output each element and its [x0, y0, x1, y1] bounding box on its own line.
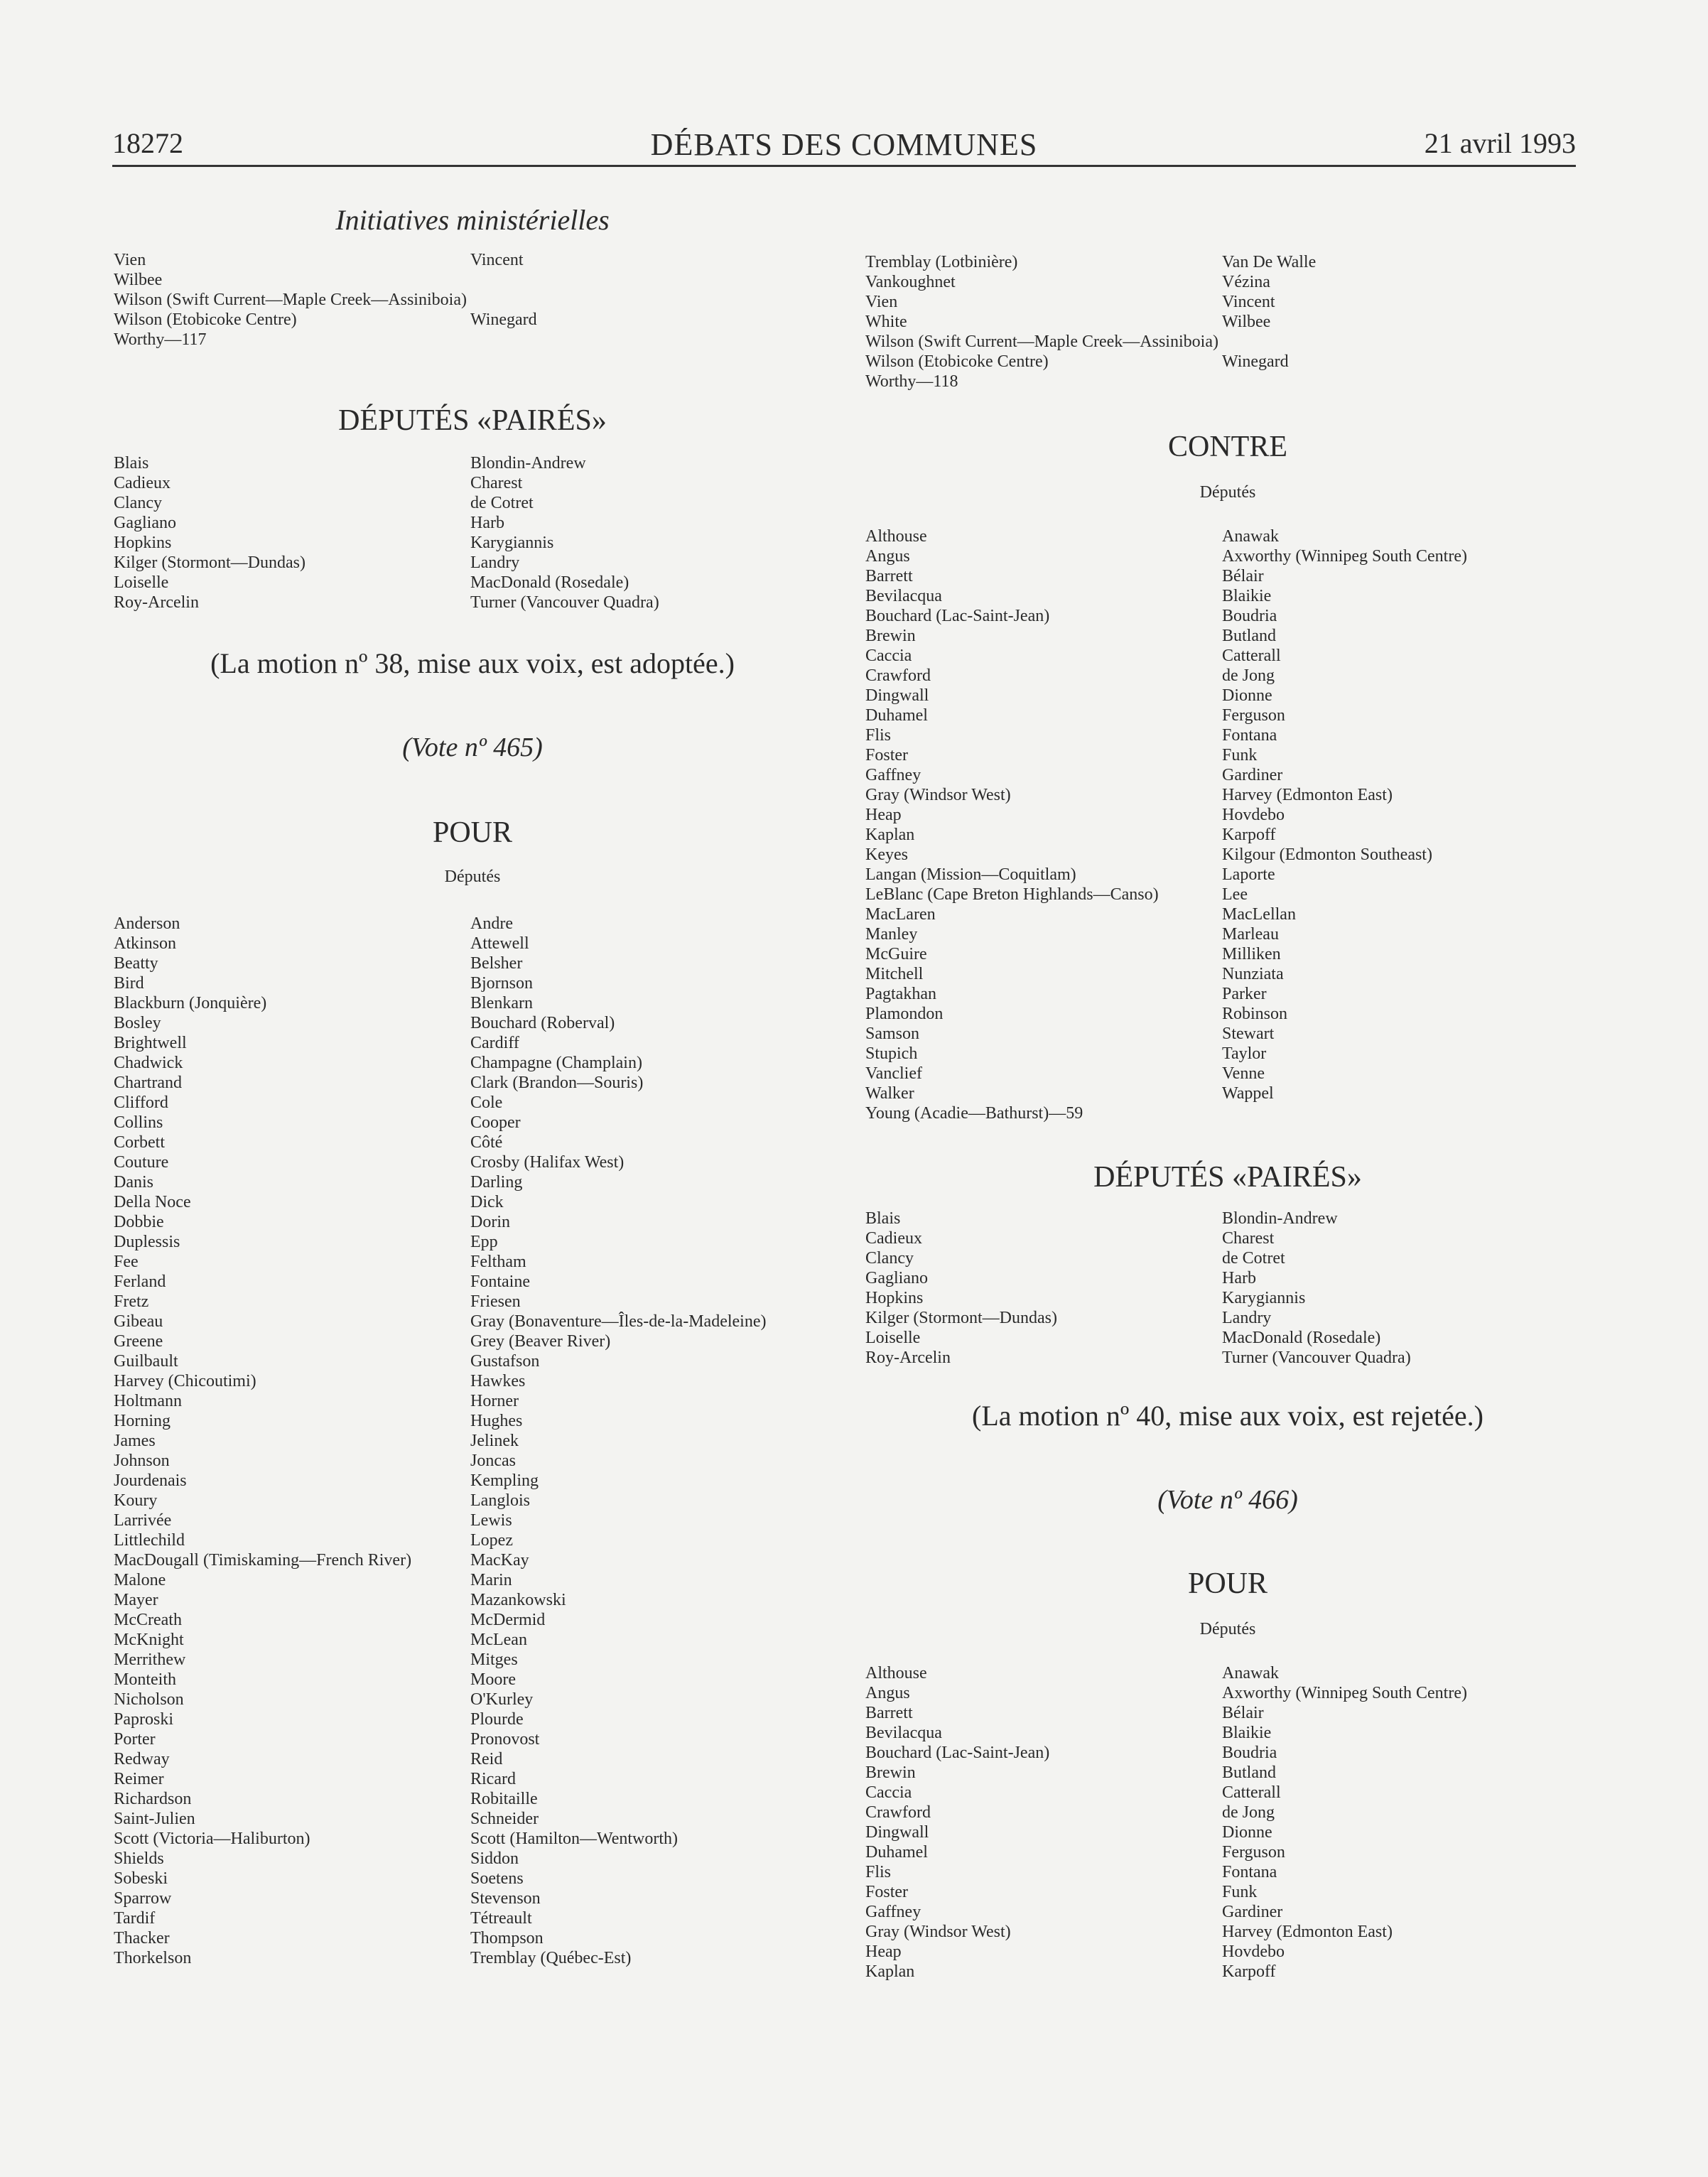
- member-name: Jelinek: [470, 1432, 519, 1450]
- member-name: Winegard: [1222, 352, 1289, 371]
- member-name: Blais: [865, 1209, 901, 1228]
- member-name: Cooper: [470, 1113, 521, 1132]
- vote-number: (Vote nº 465): [402, 733, 543, 762]
- member-name: [470, 290, 831, 310]
- member-name: Gray (Bonaventure—Îles-de-la-Madeleine): [470, 1312, 767, 1331]
- member-name: Keyes: [865, 846, 908, 864]
- member-name: Heap: [865, 1943, 902, 1961]
- member-name: Kaplan: [865, 1962, 915, 1981]
- member-name: Worthy—117: [114, 330, 207, 349]
- member-name: Feltham: [470, 1253, 526, 1271]
- member-name: Hopkins: [865, 1289, 924, 1307]
- member-name: Clark (Brandon—Souris): [470, 1074, 644, 1092]
- member-name: Epp: [470, 1233, 498, 1251]
- member-name: Crawford: [865, 1803, 931, 1822]
- member-name: Cole: [470, 1093, 503, 1112]
- member-name: Vincent: [470, 251, 524, 269]
- member-name: Anawak: [1222, 1664, 1279, 1682]
- member-name: Greene: [114, 1332, 163, 1351]
- member-name: Gustafson: [470, 1352, 540, 1371]
- member-name: Butland: [1222, 627, 1276, 645]
- member-name: Brewin: [865, 1763, 916, 1782]
- member-name: Barrett: [865, 567, 913, 585]
- member-name: Della Noce: [114, 1193, 191, 1211]
- member-name: [1222, 1103, 1590, 1123]
- member-name: Thorkelson: [114, 1949, 192, 1967]
- member-name: Paproski: [114, 1710, 173, 1729]
- member-name: Gaffney: [865, 1903, 921, 1921]
- member-name: Kilger (Stormont—Dundas): [114, 553, 306, 572]
- member-name: Blaikie: [1222, 1724, 1272, 1742]
- member-name: Sparrow: [114, 1889, 172, 1908]
- member-name: Harb: [470, 514, 504, 532]
- member-name: MacDougall (Timiskaming—French River): [114, 1551, 412, 1570]
- member-name: Grey (Beaver River): [470, 1332, 611, 1351]
- member-name: Gagliano: [865, 1269, 928, 1287]
- member-name: Dorin: [470, 1213, 510, 1231]
- member-name: Champagne (Champlain): [470, 1054, 642, 1072]
- member-name: Harvey (Edmonton East): [1222, 1923, 1393, 1941]
- member-name: Bevilacqua: [865, 1724, 942, 1742]
- member-name: Young (Acadie—Bathurst)—59: [865, 1104, 1083, 1123]
- member-name: Gagliano: [114, 514, 176, 532]
- member-name: Redway: [114, 1750, 170, 1768]
- member-name: Karygiannis: [470, 534, 554, 552]
- member-name: Gardiner: [1222, 1903, 1283, 1921]
- member-name: Mazankowski: [470, 1591, 566, 1609]
- member-name: MacDonald (Rosedale): [470, 573, 629, 592]
- member-name: Wilbee: [114, 271, 163, 289]
- member-name: Beatty: [114, 954, 158, 973]
- member-name: Fretz: [114, 1292, 149, 1311]
- member-name: Blondin-Andrew: [1222, 1209, 1338, 1228]
- name-list: [114, 453, 831, 612]
- member-name: Loiselle: [865, 1329, 921, 1347]
- member-name: Stewart: [1222, 1025, 1275, 1043]
- name-list: [114, 914, 831, 1968]
- member-name: Manley: [865, 925, 918, 944]
- member-name: Guilbault: [114, 1352, 178, 1371]
- member-name: Mayer: [114, 1591, 158, 1609]
- member-name: Attewell: [470, 934, 529, 953]
- member-name: Chadwick: [114, 1054, 183, 1072]
- member-name: Couture: [114, 1153, 169, 1172]
- member-name: Venne: [1222, 1064, 1265, 1083]
- member-name: Vankoughnet: [865, 273, 956, 291]
- member-name: Crosby (Halifax West): [470, 1153, 625, 1172]
- member-name: Vien: [865, 293, 898, 311]
- member-name: Tardif: [114, 1909, 156, 1928]
- member-name: Foster: [865, 746, 908, 765]
- member-name: MacDonald (Rosedale): [1222, 1329, 1381, 1347]
- header-date: 21 avril 1993: [1424, 127, 1576, 159]
- member-name: Reid: [470, 1750, 503, 1768]
- motion-result: (La motion nº 38, mise aux voix, est adoptée.): [210, 647, 735, 679]
- name-list: [865, 526, 1590, 1123]
- motion-result: (La motion nº 40, mise aux voix, est rejetée.): [972, 1400, 1483, 1432]
- member-name: Blenkarn: [470, 994, 533, 1012]
- member-name: Lewis: [470, 1511, 512, 1530]
- member-name: Angus: [865, 547, 910, 566]
- member-name: Landry: [1222, 1309, 1272, 1327]
- member-name: Belsher: [470, 954, 523, 973]
- member-name: Koury: [114, 1491, 158, 1510]
- member-name: Darling: [470, 1173, 523, 1192]
- member-name: Axworthy (Winnipeg South Centre): [1222, 1684, 1467, 1702]
- member-name: Bird: [114, 974, 144, 993]
- member-name: Dingwall: [865, 686, 929, 705]
- member-name: Harb: [1222, 1269, 1256, 1287]
- member-name: Worthy—118: [865, 372, 958, 391]
- member-name: Bouchard (Lac-Saint-Jean): [865, 1744, 1050, 1762]
- member-name: Saint-Julien: [114, 1810, 195, 1828]
- member-name: Vien: [114, 251, 146, 269]
- contre-heading: CONTRE: [1168, 431, 1287, 463]
- member-name: Angus: [865, 1684, 910, 1702]
- member-name: Bélair: [1222, 1704, 1264, 1722]
- member-name: Heap: [865, 806, 902, 824]
- member-name: Friesen: [470, 1292, 521, 1311]
- member-name: Gaffney: [865, 766, 921, 784]
- member-name: Lopez: [470, 1531, 513, 1550]
- member-name: Moore: [470, 1670, 516, 1689]
- member-name: Crawford: [865, 666, 931, 685]
- member-name: Loiselle: [114, 573, 169, 592]
- member-name: Harvey (Chicoutimi): [114, 1372, 256, 1390]
- member-name: Axworthy (Winnipeg South Centre): [1222, 547, 1467, 566]
- member-name: Fontana: [1222, 1863, 1277, 1881]
- member-name: Mitchell: [865, 965, 924, 983]
- member-name: LeBlanc (Cape Breton Highlands—Canso): [865, 885, 1159, 904]
- member-name: Karygiannis: [1222, 1289, 1306, 1307]
- member-name: Littlechild: [114, 1531, 185, 1550]
- member-name: Ferguson: [1222, 1843, 1285, 1862]
- member-name: Clifford: [114, 1093, 168, 1112]
- member-name: Langan (Mission—Coquitlam): [865, 865, 1076, 884]
- member-name: Cadieux: [114, 474, 171, 492]
- member-name: Caccia: [865, 647, 912, 665]
- member-name: Vincent: [1222, 293, 1275, 311]
- member-name: Andre: [470, 914, 513, 933]
- member-name: Blaikie: [1222, 587, 1272, 605]
- member-name: Fontaine: [470, 1273, 530, 1291]
- member-name: Bouchard (Lac-Saint-Jean): [865, 607, 1050, 625]
- member-name: Wilbee: [1222, 313, 1271, 331]
- member-name: Marleau: [1222, 925, 1279, 944]
- member-name: Caccia: [865, 1783, 912, 1802]
- member-name: Brewin: [865, 627, 916, 645]
- member-name: Fontana: [1222, 726, 1277, 745]
- member-name: Butland: [1222, 1763, 1276, 1782]
- member-name: Dionne: [1222, 1823, 1272, 1842]
- member-name: Roy-Arcelin: [865, 1349, 951, 1367]
- member-name: Wappel: [1222, 1084, 1274, 1103]
- member-name: Stupich: [865, 1044, 918, 1063]
- member-name: Lee: [1222, 885, 1248, 904]
- member-name: Blondin-Andrew: [470, 454, 586, 472]
- member-name: Dionne: [1222, 686, 1272, 705]
- member-name: Tétreault: [470, 1909, 532, 1928]
- member-name: Charest: [470, 474, 523, 492]
- member-name: Gibeau: [114, 1312, 163, 1331]
- member-name: Duplessis: [114, 1233, 180, 1251]
- section-kicker: Initiatives ministérielles: [335, 204, 610, 236]
- member-name: Catterall: [1222, 647, 1281, 665]
- member-name: Barrett: [865, 1704, 913, 1722]
- member-name: Scott (Victoria—Haliburton): [114, 1830, 310, 1848]
- member-name: Marin: [470, 1571, 512, 1589]
- deputes-label: Députés: [1199, 483, 1256, 502]
- member-name: Scott (Hamilton—Wentworth): [470, 1830, 679, 1848]
- member-name: Clancy: [865, 1249, 914, 1268]
- page-number: 18272: [112, 127, 183, 159]
- member-name: de Cotret: [470, 494, 534, 512]
- member-name: Bosley: [114, 1014, 161, 1032]
- member-name: O'Kurley: [470, 1690, 534, 1709]
- member-name: Plourde: [470, 1710, 524, 1729]
- right-column: [865, 252, 1590, 1982]
- member-name: Anderson: [114, 914, 180, 933]
- member-name: Roy-Arcelin: [114, 593, 199, 612]
- member-name: Blackburn (Jonquière): [114, 994, 267, 1012]
- member-name: Duhamel: [865, 1843, 928, 1862]
- member-name: Shields: [114, 1849, 164, 1868]
- member-name: Soetens: [470, 1869, 524, 1888]
- member-name: MacLaren: [865, 905, 936, 924]
- member-name: Althouse: [865, 1664, 927, 1682]
- member-name: Turner (Vancouver Quadra): [470, 593, 659, 612]
- member-name: MacKay: [470, 1551, 529, 1570]
- member-name: Thompson: [470, 1929, 544, 1948]
- member-name: Landry: [470, 553, 520, 572]
- member-name: Flis: [865, 726, 892, 745]
- member-name: Ferland: [114, 1273, 166, 1291]
- member-name: Taylor: [1222, 1044, 1267, 1063]
- member-name: Kilger (Stormont—Dundas): [865, 1309, 1057, 1327]
- member-name: [470, 270, 831, 290]
- member-name: de Jong: [1222, 666, 1275, 685]
- member-name: Côté: [470, 1133, 503, 1152]
- member-name: Richardson: [114, 1790, 192, 1808]
- member-name: Danis: [114, 1173, 153, 1192]
- member-name: Charest: [1222, 1229, 1275, 1248]
- member-name: McLean: [470, 1631, 527, 1649]
- member-name: Parker: [1222, 985, 1267, 1003]
- member-name: Corbett: [114, 1133, 165, 1152]
- member-name: Robitaille: [470, 1790, 538, 1808]
- member-name: [1222, 372, 1590, 391]
- deputes-label: Députés: [444, 868, 501, 886]
- member-name: Pagtakhan: [865, 985, 936, 1003]
- member-name: Nicholson: [114, 1690, 184, 1709]
- member-name: Dick: [470, 1193, 504, 1211]
- paired-heading: DÉPUTÉS «PAIRÉS»: [338, 404, 607, 437]
- member-name: [470, 330, 831, 350]
- member-name: Stevenson: [470, 1889, 541, 1908]
- member-name: Samson: [865, 1025, 920, 1043]
- member-name: Merrithew: [114, 1651, 186, 1669]
- member-name: Thacker: [114, 1929, 170, 1948]
- left-column: [114, 199, 831, 1968]
- member-name: Plamondon: [865, 1005, 944, 1023]
- member-name: Flis: [865, 1863, 892, 1881]
- member-name: de Cotret: [1222, 1249, 1285, 1268]
- member-name: Vanclief: [865, 1064, 922, 1083]
- name-list: [865, 1663, 1590, 1982]
- member-name: Wilson (Swift Current—Maple Creek—Assiniboia): [114, 291, 467, 309]
- member-name: Cardiff: [470, 1034, 519, 1052]
- member-name: Vézina: [1222, 273, 1270, 291]
- member-name: Gray (Windsor West): [865, 1923, 1011, 1941]
- name-list: [865, 1209, 1590, 1368]
- member-name: Hughes: [470, 1412, 523, 1430]
- member-name: Harvey (Edmonton East): [1222, 786, 1393, 804]
- member-name: Fee: [114, 1253, 139, 1271]
- member-name: Porter: [114, 1730, 156, 1749]
- member-name: Dingwall: [865, 1823, 929, 1842]
- member-name: Winegard: [470, 310, 537, 329]
- member-name: Hovdebo: [1222, 806, 1285, 824]
- member-name: White: [865, 313, 907, 331]
- member-name: Bevilacqua: [865, 587, 942, 605]
- member-name: Cadieux: [865, 1229, 922, 1248]
- member-name: Monteith: [114, 1670, 176, 1689]
- member-name: Althouse: [865, 527, 927, 546]
- member-name: Tremblay (Québec-Est): [470, 1949, 632, 1967]
- member-name: Schneider: [470, 1810, 539, 1828]
- member-name: James: [114, 1432, 156, 1450]
- member-name: Kaplan: [865, 826, 915, 844]
- member-name: Foster: [865, 1883, 908, 1901]
- pour-heading: POUR: [432, 816, 513, 849]
- member-name: Bouchard (Roberval): [470, 1014, 615, 1032]
- member-name: Brightwell: [114, 1034, 187, 1052]
- paired-heading: DÉPUTÉS «PAIRÉS»: [1093, 1161, 1362, 1194]
- member-name: Catterall: [1222, 1783, 1281, 1802]
- member-name: Blais: [114, 454, 149, 472]
- member-name: Gardiner: [1222, 766, 1283, 784]
- member-name: Clancy: [114, 494, 162, 512]
- member-name: Turner (Vancouver Quadra): [1222, 1349, 1411, 1367]
- member-name: Ferguson: [1222, 706, 1285, 725]
- member-name: Nunziata: [1222, 965, 1284, 983]
- member-name: Bélair: [1222, 567, 1264, 585]
- name-list: [114, 250, 831, 350]
- member-name: Larrivée: [114, 1511, 172, 1530]
- member-name: McDermid: [470, 1611, 546, 1629]
- member-name: MacLellan: [1222, 905, 1296, 924]
- member-name: McCreath: [114, 1611, 182, 1629]
- member-name: Malone: [114, 1571, 166, 1589]
- member-name: Hawkes: [470, 1372, 526, 1390]
- member-name: Kempling: [470, 1471, 539, 1490]
- member-name: Van De Walle: [1222, 253, 1317, 271]
- member-name: Walker: [865, 1084, 914, 1103]
- member-name: Funk: [1222, 746, 1258, 765]
- member-name: Langlois: [470, 1491, 530, 1510]
- member-name: Pronovost: [470, 1730, 540, 1749]
- page-header: [112, 122, 1576, 167]
- member-name: Milliken: [1222, 945, 1281, 963]
- member-name: Wilson (Etobicoke Centre): [865, 352, 1049, 371]
- member-name: [1222, 332, 1590, 352]
- member-name: Gray (Windsor West): [865, 786, 1011, 804]
- member-name: Hovdebo: [1222, 1943, 1285, 1961]
- member-name: Collins: [114, 1113, 163, 1132]
- member-name: Mitges: [470, 1651, 518, 1669]
- name-list: [865, 252, 1590, 391]
- member-name: Laporte: [1222, 865, 1275, 884]
- member-name: Boudria: [1222, 607, 1277, 625]
- member-name: Robinson: [1222, 1005, 1288, 1023]
- member-name: Joncas: [470, 1452, 516, 1470]
- member-name: Karpoff: [1222, 1962, 1276, 1981]
- member-name: Horning: [114, 1412, 171, 1430]
- member-name: Atkinson: [114, 934, 177, 953]
- member-name: Holtmann: [114, 1392, 182, 1410]
- member-name: Siddon: [470, 1849, 519, 1868]
- deputes-label: Députés: [1199, 1620, 1256, 1638]
- vote-number: (Vote nº 466): [1157, 1485, 1298, 1515]
- member-name: Chartrand: [114, 1074, 182, 1092]
- member-name: Horner: [470, 1392, 519, 1410]
- header-title: DÉBATS DES COMMUNES: [650, 127, 1038, 162]
- member-name: Jourdenais: [114, 1471, 187, 1490]
- member-name: Duhamel: [865, 706, 928, 725]
- member-name: Anawak: [1222, 527, 1279, 546]
- member-name: Tremblay (Lotbinière): [865, 253, 1018, 271]
- member-name: Ricard: [470, 1770, 516, 1788]
- member-name: McKnight: [114, 1631, 184, 1649]
- member-name: de Jong: [1222, 1803, 1275, 1822]
- member-name: Wilson (Swift Current—Maple Creek—Assiniboia): [865, 333, 1218, 351]
- member-name: Dobbie: [114, 1213, 164, 1231]
- member-name: Boudria: [1222, 1744, 1277, 1762]
- member-name: Sobeski: [114, 1869, 168, 1888]
- pour-heading: POUR: [1187, 1567, 1268, 1600]
- member-name: Karpoff: [1222, 826, 1276, 844]
- member-name: Reimer: [114, 1770, 164, 1788]
- member-name: Johnson: [114, 1452, 170, 1470]
- member-name: Hopkins: [114, 534, 172, 552]
- member-name: Funk: [1222, 1883, 1258, 1901]
- member-name: McGuire: [865, 945, 927, 963]
- member-name: Bjornson: [470, 974, 534, 993]
- member-name: Kilgour (Edmonton Southeast): [1222, 846, 1432, 864]
- member-name: Wilson (Etobicoke Centre): [114, 310, 297, 329]
